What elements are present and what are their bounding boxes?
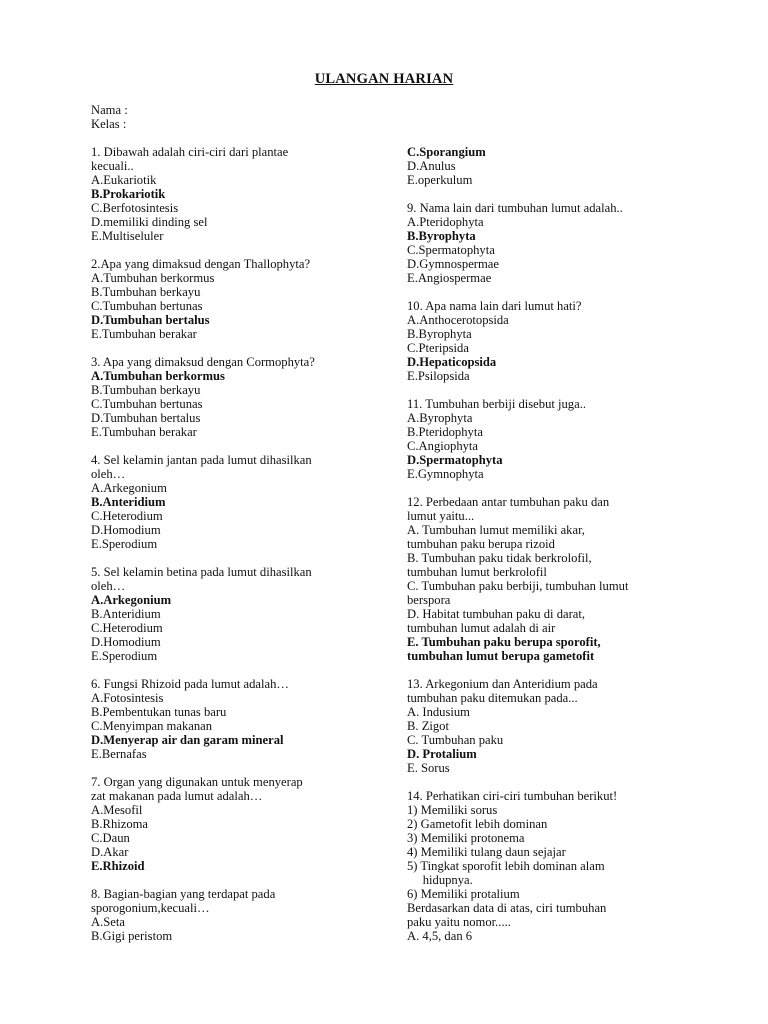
student-header	[91, 103, 128, 131]
question-block	[91, 565, 381, 663]
answer-option: A.Byrophyta	[407, 411, 473, 425]
question-block	[407, 677, 697, 775]
answer-option: E.Tumbuhan berakar	[91, 425, 197, 439]
answer-option: B.Pteridophyta	[407, 425, 483, 439]
question-block	[91, 775, 381, 873]
answer-option: C.Tumbuhan bertunas	[91, 299, 203, 313]
answer-option: C. Tumbuhan paku berbiji, tumbuhan lumut berspora	[407, 579, 629, 607]
answer-option: E.Tumbuhan berakar	[91, 327, 197, 341]
answer-option: A.Fotosintesis	[91, 691, 164, 705]
answer-option: E.Sperodium	[91, 537, 158, 551]
question-stem: 13. Arkegonium dan Anteridium pada	[407, 677, 598, 691]
answer-option: C.Tumbuhan bertunas	[91, 397, 203, 411]
answer-option: 2) Gametofit lebih dominan	[407, 817, 548, 831]
answer-option-correct: E. Tumbuhan paku berupa sporofit, tumbuhan lumut berupa gametofit	[407, 635, 601, 663]
question-stem: oleh…	[91, 467, 126, 481]
question-block	[91, 257, 381, 341]
answer-option: B.Gigi peristom	[91, 929, 173, 943]
answer-option-correct: B.Byrophyta	[407, 229, 476, 243]
question-block	[407, 145, 697, 187]
answer-option-correct: E.Rhizoid	[91, 859, 145, 873]
answer-option: D.Homodium	[91, 523, 161, 537]
answer-option: C.Heterodium	[91, 509, 163, 523]
answer-option: A.Pteridophyta	[407, 215, 484, 229]
question-stem: lumut yaitu...	[407, 509, 475, 523]
answer-option-correct: D.Hepaticopsida	[407, 355, 497, 369]
answer-option: D.Anulus	[407, 159, 456, 173]
answer-option-correct: D.Tumbuhan bertalus	[91, 313, 210, 327]
question-block	[407, 397, 697, 481]
answer-option: D.Tumbuhan bertalus	[91, 411, 201, 425]
answer-option-correct: D.Spermatophyta	[407, 453, 503, 467]
answer-option: C.Angiophyta	[407, 439, 479, 453]
answer-option-correct: A.Tumbuhan berkormus	[91, 369, 225, 383]
question-stem: oleh…	[91, 579, 126, 593]
answer-option: D.memiliki dinding sel	[91, 215, 208, 229]
answer-option: B.Tumbuhan berkayu	[91, 285, 201, 299]
question-block	[91, 453, 381, 551]
question-block	[91, 145, 381, 243]
answer-option: B.Rhizoma	[91, 817, 149, 831]
question-block	[91, 677, 381, 761]
answer-option-correct: A.Arkegonium	[91, 593, 172, 607]
answer-option: E.Angiospermae	[407, 271, 492, 285]
answer-option: Berdasarkan data di atas, ciri tumbuhan paku yaitu nomor.....	[407, 901, 607, 929]
answer-option: E.Multiseluler	[91, 229, 164, 243]
question-stem: 3. Apa yang dimaksud dengan Cormophyta?	[91, 355, 315, 369]
answer-option: A.Eukariotik	[91, 173, 157, 187]
question-block	[407, 201, 697, 285]
answer-option: 3) Memiliki protonema	[407, 831, 525, 845]
right-question-column	[407, 145, 697, 957]
question-stem: 11. Tumbuhan berbiji disebut juga..	[407, 397, 586, 411]
answer-option: A.Mesofil	[91, 803, 143, 817]
answer-option: B. Zigot	[407, 719, 449, 733]
question-stem: 5. Sel kelamin betina pada lumut dihasilkan	[91, 565, 312, 579]
answer-option-correct: B.Anteridium	[91, 495, 166, 509]
question-stem: 4. Sel kelamin jantan pada lumut dihasilkan	[91, 453, 312, 467]
question-block	[407, 495, 697, 663]
answer-option: E.Bernafas	[91, 747, 147, 761]
answer-option: A.Seta	[91, 915, 125, 929]
answer-option: C.Pteripsida	[407, 341, 469, 355]
answer-option: B.Byrophyta	[407, 327, 472, 341]
answer-option: A. Indusium	[407, 705, 470, 719]
answer-option: E.Sperodium	[91, 649, 158, 663]
answer-option: A. 4,5, dan 6	[407, 929, 473, 943]
answer-option: E.Gymnophyta	[407, 467, 484, 481]
answer-option: E. Sorus	[407, 761, 450, 775]
answer-option: C.Daun	[91, 831, 130, 845]
question-stem: sporogonium,kecuali…	[91, 901, 210, 915]
answer-option: E.operkulum	[407, 173, 473, 187]
answer-option: A.Tumbuhan berkormus	[91, 271, 215, 285]
question-stem: 12. Perbedaan antar tumbuhan paku dan	[407, 495, 610, 509]
name-label: Nama :	[91, 103, 128, 117]
answer-option: A.Arkegonium	[91, 481, 167, 495]
answer-option-correct: D.Menyerap air dan garam mineral	[91, 733, 284, 747]
question-stem: 2.Apa yang dimaksud dengan Thallophyta?	[91, 257, 311, 271]
answer-option: D.Akar	[91, 845, 129, 859]
answer-option: C.Heterodium	[91, 621, 163, 635]
answer-option: E.Psilopsida	[407, 369, 470, 383]
class-label: Kelas :	[91, 117, 127, 131]
answer-option: B.Pembentukan tunas baru	[91, 705, 227, 719]
answer-option: B.Anteridium	[91, 607, 161, 621]
answer-option: D.Gymnospermae	[407, 257, 499, 271]
answer-option: C.Menyimpan makanan	[91, 719, 213, 733]
answer-option: C. Tumbuhan paku	[407, 733, 504, 747]
question-stem: tumbuhan paku ditemukan pada...	[407, 691, 578, 705]
left-question-column	[91, 145, 381, 957]
answer-option: B. Tumbuhan paku tidak berkrolofil, tumbuhan lumut berkrolofil	[407, 551, 592, 579]
answer-option: D. Habitat tumbuhan paku di darat, tumbuhan lumut adalah di air	[407, 607, 586, 635]
question-stem: 7. Organ yang digunakan untuk menyerap	[91, 775, 303, 789]
question-stem: 10. Apa nama lain dari lumut hati?	[407, 299, 582, 313]
answer-option: D.Homodium	[91, 635, 161, 649]
question-stem: 1. Dibawah adalah ciri-ciri dari plantae	[91, 145, 289, 159]
answer-option: 6) Memiliki protalium	[407, 887, 520, 901]
answer-option-correct: B.Prokariotik	[91, 187, 166, 201]
page-title: ULANGAN HARIAN	[314, 71, 454, 87]
answer-option: C.Berfotosintesis	[91, 201, 179, 215]
question-block	[407, 299, 697, 383]
question-stem: 9. Nama lain dari tumbuhan lumut adalah..	[407, 201, 623, 215]
answer-option-correct: D. Protalium	[407, 747, 477, 761]
answer-option: A. Tumbuhan lumut memiliki akar, tumbuhan paku berupa rizoid	[407, 523, 585, 551]
question-block	[91, 355, 381, 439]
question-stem: kecuali..	[91, 159, 134, 173]
question-stem: 8. Bagian-bagian yang terdapat pada	[91, 887, 276, 901]
question-stem: zat makanan pada lumut adalah…	[91, 789, 263, 803]
question-block	[407, 789, 697, 943]
answer-option: 1) Memiliki sorus	[407, 803, 498, 817]
question-block	[91, 887, 381, 943]
answer-option: A.Anthocerotopsida	[407, 313, 509, 327]
question-stem: 6. Fungsi Rhizoid pada lumut adalah…	[91, 677, 289, 691]
question-stem: 14. Perhatikan ciri-ciri tumbuhan berikut!	[407, 789, 618, 803]
answer-option: 4) Memiliki tulang daun sejajar	[407, 845, 566, 859]
answer-option: C.Spermatophyta	[407, 243, 495, 257]
answer-option: 5) Tingkat sporofit lebih dominan alam hidupnya.	[407, 859, 605, 887]
answer-option-correct: C.Sporangium	[407, 145, 486, 159]
answer-option: B.Tumbuhan berkayu	[91, 383, 201, 397]
